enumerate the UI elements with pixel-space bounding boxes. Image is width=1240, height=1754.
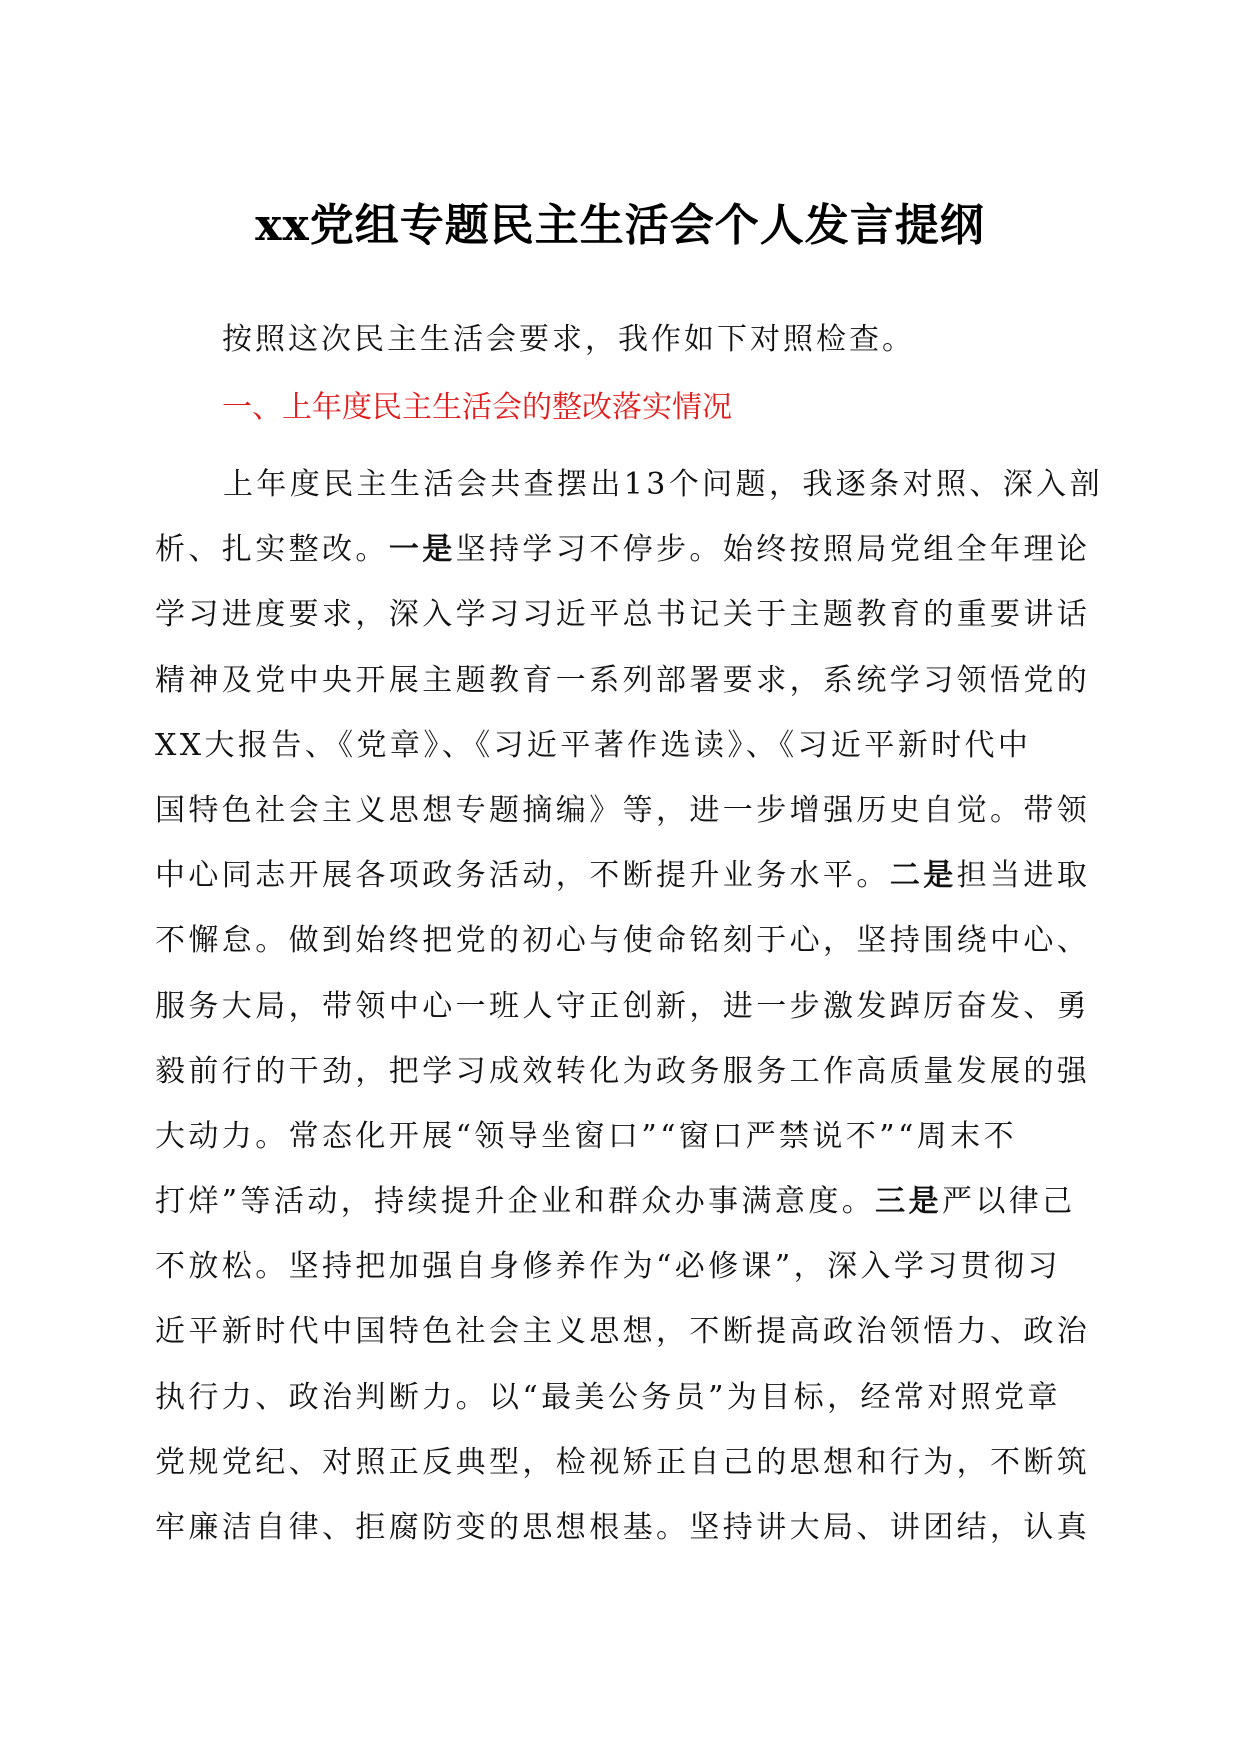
section-heading-1: 一、上年度民主生活会的整改落实情况 bbox=[222, 390, 732, 425]
body-text-run: 打烊”等活动，持续提升企业和群众办事满意度。 bbox=[155, 1184, 876, 1220]
body-line bbox=[155, 1169, 1076, 1234]
body-line bbox=[155, 1365, 1070, 1430]
body-line bbox=[155, 908, 1091, 973]
body-text-run: 执行力、政治判断力。以“最美公务员”为目标，经常对照党章 bbox=[155, 1379, 1061, 1415]
body-text-run: 牢廉洁自律、拒腐防变的思想根基。坚持讲大局、讲团结，认真 bbox=[155, 1510, 1091, 1545]
intro-paragraph: 按照这次民主生活会要求，我作如下对照检查。 bbox=[222, 322, 915, 357]
body-text-run: 不放松。坚持把加强自身修养作为“必修课”，深入学习贯彻习 bbox=[155, 1249, 1061, 1285]
body-text-run: 担当进取 bbox=[956, 858, 1091, 894]
body-text-run: 大动力。常态化开展“领导坐窗口”“窗口严禁说不”“周末不 bbox=[155, 1118, 1017, 1154]
point-label-2: 二是 bbox=[889, 858, 957, 894]
body-line bbox=[155, 648, 1091, 713]
body-line bbox=[155, 1104, 1070, 1169]
body-line bbox=[155, 1039, 1091, 1104]
body-line bbox=[155, 452, 1103, 517]
body-line bbox=[155, 974, 1091, 1039]
body-text-run: 中心同志开展各项政务活动，不断提升业务水平。 bbox=[155, 858, 890, 894]
body-line bbox=[155, 517, 1091, 582]
body-text-run: 学习进度要求，深入学习习近平总书记关于主题教育的重要讲话 bbox=[155, 597, 1091, 633]
body-text-run: 服务大局，带领中心一班人守正创新，进一步激发踔厉奋发、勇 bbox=[155, 988, 1091, 1024]
body-text-run: 析、扎实整改。 bbox=[155, 532, 389, 568]
body-line bbox=[155, 843, 1091, 908]
body-line bbox=[155, 1430, 1091, 1495]
body-line bbox=[155, 582, 1091, 647]
body-text-run: 严以律己 bbox=[941, 1184, 1076, 1220]
document-title: xx党组专题民主生活会个人发言提纲 bbox=[255, 200, 985, 251]
body-line bbox=[155, 1299, 1091, 1364]
body-text-run: 近平新时代中国特色社会主义思想，不断提高政治领悟力、政治 bbox=[155, 1314, 1091, 1350]
point-label-1: 一是 bbox=[388, 532, 456, 568]
body-line bbox=[155, 713, 1070, 778]
body-text-run: 坚持学习不停步。始终按照局党组全年理论 bbox=[455, 532, 1091, 568]
body-line bbox=[155, 778, 1091, 843]
body-text-run: 上年度民主生活会共查摆出13个问题，我逐条对照、深入剖 bbox=[223, 467, 1103, 502]
body-paragraph bbox=[155, 452, 1103, 1560]
body-line bbox=[155, 1495, 1091, 1560]
body-text-run: 国特色社会主义思想专题摘编》等，进一步增强历史自觉。带领 bbox=[155, 792, 1091, 828]
body-text-run: 不懈怠。做到始终把党的初心与使命铭刻于心，坚持围绕中心、 bbox=[155, 923, 1091, 959]
body-line bbox=[155, 1234, 1070, 1299]
body-text-run: XX大报告、《党章》、《习近平著作选读》、《习近平新时代中 bbox=[155, 727, 1032, 763]
body-text-run: 党规党纪、对照正反典型，检视矫正自己的思想和行为，不断筑 bbox=[155, 1444, 1091, 1480]
body-text-run: 精神及党中央开展主题教育一系列部署要求，系统学习领悟党的 bbox=[155, 662, 1091, 698]
body-text-run: 毅前行的干劲，把学习成效转化为政务服务工作高质量发展的强 bbox=[155, 1053, 1091, 1089]
point-label-3: 三是 bbox=[875, 1184, 942, 1220]
